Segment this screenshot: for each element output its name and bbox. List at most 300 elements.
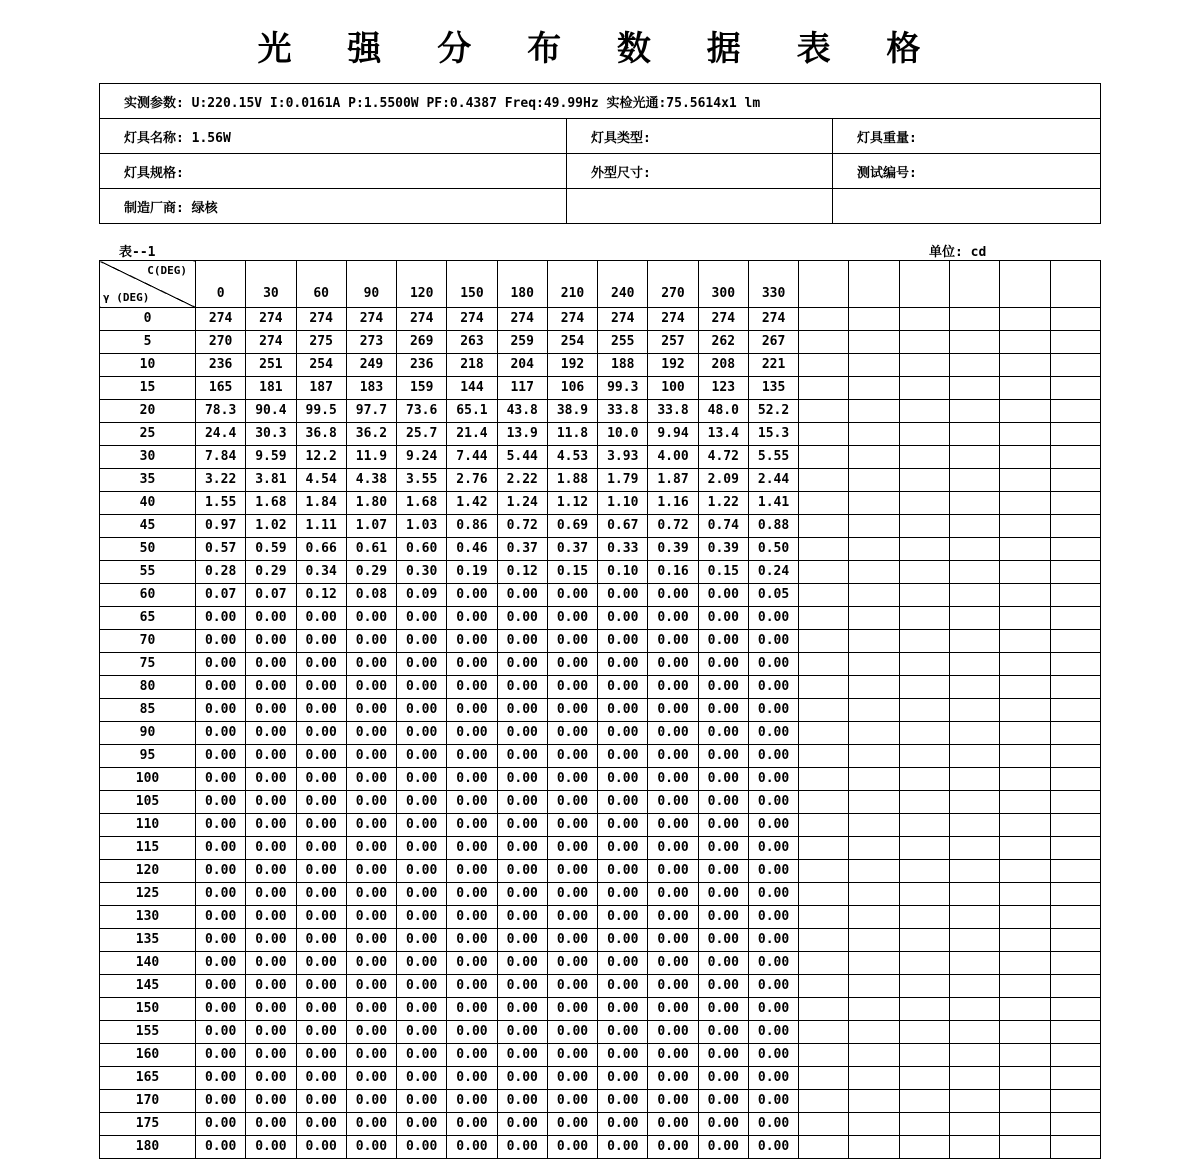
- empty-cell: [1000, 952, 1050, 975]
- intensity-cell: 73.6: [397, 400, 447, 423]
- empty-cell: [1050, 745, 1100, 768]
- intensity-cell: 274: [698, 308, 748, 331]
- intensity-cell: 0.00: [497, 699, 547, 722]
- intensity-cell: 270: [196, 331, 246, 354]
- table-row: [100, 607, 1101, 630]
- intensity-cell: 25.7: [397, 423, 447, 446]
- empty-cell: [899, 676, 949, 699]
- empty-cell: [899, 883, 949, 906]
- intensity-cell: 0.00: [397, 791, 447, 814]
- empty-cell: [1000, 745, 1050, 768]
- intensity-cell: 0.00: [698, 653, 748, 676]
- empty-cell: [849, 814, 899, 837]
- intensity-cell: 0.00: [196, 837, 246, 860]
- gamma-angle-cell: 105: [100, 791, 196, 814]
- intensity-cell: 0.00: [397, 607, 447, 630]
- intensity-cell: 0.00: [547, 1090, 597, 1113]
- intensity-cell: 1.41: [748, 492, 798, 515]
- table-row: [100, 423, 1101, 446]
- gamma-angle-cell: 175: [100, 1113, 196, 1136]
- intensity-cell: 36.2: [346, 423, 396, 446]
- empty-cell: [1000, 331, 1050, 354]
- intensity-cell: 0.00: [196, 1044, 246, 1067]
- empty-cell: [1050, 607, 1100, 630]
- intensity-cell: 0.28: [196, 561, 246, 584]
- intensity-cell: 3.55: [397, 469, 447, 492]
- intensity-cell: 0.00: [497, 584, 547, 607]
- manufacturer: 制造厂商: 绿核: [100, 189, 567, 224]
- info-row-measured: [100, 84, 1101, 119]
- empty-cell: [1050, 423, 1100, 446]
- intensity-cell: 0.00: [748, 1021, 798, 1044]
- intensity-cell: 0.00: [296, 975, 346, 998]
- empty-cell: [849, 515, 899, 538]
- intensity-cell: 0.00: [497, 722, 547, 745]
- intensity-cell: 1.42: [447, 492, 497, 515]
- empty-cell: [799, 1113, 849, 1136]
- empty-cell: [849, 561, 899, 584]
- c-angle-header: [799, 261, 849, 308]
- empty-cell: [899, 1136, 949, 1159]
- gamma-angle-label: γ (DEG): [103, 291, 150, 304]
- intensity-cell: 0.69: [547, 515, 597, 538]
- intensity-cell: 90.4: [246, 400, 296, 423]
- intensity-cell: 0.00: [397, 1136, 447, 1159]
- empty-cell: [849, 1090, 899, 1113]
- empty-cell: [899, 768, 949, 791]
- empty-cell: [899, 745, 949, 768]
- intensity-cell: 0.00: [497, 1113, 547, 1136]
- c-angle-header: [849, 261, 899, 308]
- intensity-cell: 259: [497, 331, 547, 354]
- intensity-cell: 0.00: [698, 630, 748, 653]
- intensity-cell: 0.66: [296, 538, 346, 561]
- empty-cell: [949, 1113, 999, 1136]
- intensity-cell: 0.00: [296, 745, 346, 768]
- empty-cell: [849, 998, 899, 1021]
- empty-cell: [949, 630, 999, 653]
- empty-cell: [799, 538, 849, 561]
- empty-cell: [949, 308, 999, 331]
- intensity-cell: 0.00: [748, 653, 798, 676]
- intensity-cell: 0.00: [698, 676, 748, 699]
- gamma-angle-cell: 150: [100, 998, 196, 1021]
- intensity-cell: 2.09: [698, 469, 748, 492]
- intensity-cell: 0.00: [648, 607, 698, 630]
- intensity-cell: 0.00: [196, 998, 246, 1021]
- intensity-cell: 36.8: [296, 423, 346, 446]
- intensity-cell: 0.00: [648, 906, 698, 929]
- empty-cell: [1000, 492, 1050, 515]
- intensity-cell: 0.00: [346, 1067, 396, 1090]
- intensity-cell: 0.00: [246, 722, 296, 745]
- intensity-cell: 0.00: [598, 676, 648, 699]
- intensity-cell: 0.37: [497, 538, 547, 561]
- empty-cell: [1050, 837, 1100, 860]
- intensity-cell: 3.22: [196, 469, 246, 492]
- intensity-cell: 0.00: [698, 722, 748, 745]
- intensity-cell: 0.00: [547, 906, 597, 929]
- empty-cell: [849, 1044, 899, 1067]
- c-angle-header: 120: [397, 261, 447, 308]
- lamp-type: 灯具类型:: [567, 119, 833, 154]
- intensity-cell: 0.00: [346, 699, 396, 722]
- empty-cell: [799, 860, 849, 883]
- empty-cell: [899, 975, 949, 998]
- table-row: [100, 676, 1101, 699]
- intensity-cell: 0.00: [497, 745, 547, 768]
- empty-cell: [949, 906, 999, 929]
- intensity-cell: 0.00: [547, 998, 597, 1021]
- intensity-cell: 0.00: [497, 975, 547, 998]
- intensity-cell: 263: [447, 331, 497, 354]
- intensity-cell: 0.00: [196, 1136, 246, 1159]
- intensity-cell: 1.16: [648, 492, 698, 515]
- intensity-cell: 262: [698, 331, 748, 354]
- intensity-cell: 0.00: [698, 791, 748, 814]
- gamma-angle-cell: 65: [100, 607, 196, 630]
- intensity-cell: 274: [397, 308, 447, 331]
- empty-cell: [949, 1136, 999, 1159]
- table-row: [100, 1021, 1101, 1044]
- intensity-cell: 0.00: [196, 791, 246, 814]
- gamma-angle-cell: 155: [100, 1021, 196, 1044]
- intensity-cell: 0.00: [547, 952, 597, 975]
- intensity-cell: 0.00: [346, 998, 396, 1021]
- gamma-angle-cell: 55: [100, 561, 196, 584]
- intensity-cell: 0.00: [497, 883, 547, 906]
- empty-cell: [799, 906, 849, 929]
- c-angle-header: 30: [246, 261, 296, 308]
- intensity-cell: 0.59: [246, 538, 296, 561]
- intensity-cell: 0.00: [296, 699, 346, 722]
- intensity-cell: 0.00: [346, 1090, 396, 1113]
- empty-cell: [949, 1090, 999, 1113]
- intensity-cell: 1.22: [698, 492, 748, 515]
- table-row: [100, 906, 1101, 929]
- intensity-cell: 97.7: [346, 400, 396, 423]
- intensity-cell: 0.00: [397, 883, 447, 906]
- intensity-cell: 0.00: [497, 630, 547, 653]
- empty-cell: [1000, 653, 1050, 676]
- intensity-cell: 274: [648, 308, 698, 331]
- lamp-dimensions: 外型尺寸:: [567, 154, 833, 189]
- gamma-angle-cell: 145: [100, 975, 196, 998]
- intensity-cell: 0.00: [648, 975, 698, 998]
- intensity-cell: 0.00: [497, 837, 547, 860]
- empty-cell: [949, 1044, 999, 1067]
- empty-cell: [1000, 469, 1050, 492]
- intensity-cell: 0.00: [346, 1044, 396, 1067]
- intensity-cell: 0.00: [447, 860, 497, 883]
- intensity-cell: 0.00: [748, 722, 798, 745]
- empty-cell: [1050, 768, 1100, 791]
- intensity-cell: 0.46: [447, 538, 497, 561]
- empty-cell: [1050, 860, 1100, 883]
- empty-cell: [1000, 377, 1050, 400]
- intensity-cell: 15.3: [748, 423, 798, 446]
- intensity-cell: 0.00: [598, 975, 648, 998]
- intensity-cell: 0.00: [346, 837, 396, 860]
- intensity-cell: 274: [196, 308, 246, 331]
- intensity-cell: 0.00: [296, 837, 346, 860]
- intensity-cell: 0.00: [598, 745, 648, 768]
- empty-cell: [1050, 377, 1100, 400]
- intensity-cell: 254: [296, 354, 346, 377]
- intensity-cell: 0.00: [547, 837, 597, 860]
- intensity-cell: 2.44: [748, 469, 798, 492]
- empty-cell: [1050, 1044, 1100, 1067]
- intensity-cell: 0.34: [296, 561, 346, 584]
- intensity-cell: 0.00: [346, 883, 396, 906]
- gamma-angle-cell: 15: [100, 377, 196, 400]
- c-angle-header: [899, 261, 949, 308]
- intensity-cell: 275: [296, 331, 346, 354]
- intensity-cell: 0.00: [598, 929, 648, 952]
- empty-cell: [1050, 653, 1100, 676]
- empty-cell: [949, 676, 999, 699]
- intensity-cell: 30.3: [246, 423, 296, 446]
- intensity-cell: 0.00: [748, 791, 798, 814]
- empty-cell: [1050, 1136, 1100, 1159]
- intensity-cell: 0.00: [748, 1090, 798, 1113]
- intensity-cell: 10.0: [598, 423, 648, 446]
- intensity-cell: 0.00: [648, 952, 698, 975]
- intensity-cell: 0.00: [296, 1044, 346, 1067]
- empty-cell: [949, 561, 999, 584]
- gamma-angle-cell: 95: [100, 745, 196, 768]
- empty-cell: [799, 791, 849, 814]
- empty-cell: [949, 607, 999, 630]
- intensity-cell: 0.50: [748, 538, 798, 561]
- intensity-cell: 0.00: [346, 1113, 396, 1136]
- empty-cell: [1000, 676, 1050, 699]
- empty-cell: [799, 1067, 849, 1090]
- intensity-cell: 0.00: [296, 722, 346, 745]
- empty-cell: [899, 1090, 949, 1113]
- intensity-cell: 33.8: [648, 400, 698, 423]
- intensity-cell: 0.00: [447, 1113, 497, 1136]
- empty-cell: [1000, 837, 1050, 860]
- intensity-cell: 0.00: [598, 722, 648, 745]
- intensity-cell: 0.00: [296, 653, 346, 676]
- empty-cell: [1050, 975, 1100, 998]
- table-row: [100, 446, 1101, 469]
- empty-cell: [899, 929, 949, 952]
- intensity-cell: 0.00: [648, 745, 698, 768]
- empty-cell: [849, 584, 899, 607]
- c-angle-header: [949, 261, 999, 308]
- table-row: [100, 860, 1101, 883]
- intensity-cell: 0.12: [296, 584, 346, 607]
- empty-cell: [1050, 492, 1100, 515]
- table-row: [100, 837, 1101, 860]
- intensity-cell: 0.00: [547, 929, 597, 952]
- intensity-cell: 0.00: [598, 1113, 648, 1136]
- intensity-cell: 0.00: [598, 952, 648, 975]
- intensity-cell: 0.00: [698, 906, 748, 929]
- lamp-weight: 灯具重量:: [833, 119, 1101, 154]
- empty-cell: [899, 837, 949, 860]
- empty-cell: [949, 745, 999, 768]
- intensity-cell: 274: [748, 308, 798, 331]
- intensity-cell: 0.00: [196, 975, 246, 998]
- intensity-cell: 0.00: [648, 883, 698, 906]
- intensity-cell: 255: [598, 331, 648, 354]
- empty-cell: [1050, 722, 1100, 745]
- empty-cell: [1000, 699, 1050, 722]
- gamma-angle-cell: 120: [100, 860, 196, 883]
- empty-cell: [799, 492, 849, 515]
- intensity-cell: 0.00: [698, 607, 748, 630]
- intensity-cell: 24.4: [196, 423, 246, 446]
- intensity-cell: 0.00: [598, 653, 648, 676]
- intensity-cell: 0.00: [648, 630, 698, 653]
- intensity-cell: 0.00: [748, 1044, 798, 1067]
- intensity-cell: 0.00: [196, 630, 246, 653]
- intensity-cell: 0.00: [196, 676, 246, 699]
- intensity-cell: 0.00: [447, 630, 497, 653]
- intensity-cell: 0.00: [547, 630, 597, 653]
- intensity-cell: 0.00: [346, 860, 396, 883]
- intensity-cell: 0.00: [296, 1067, 346, 1090]
- lamp-spec: 灯具规格:: [100, 154, 567, 189]
- intensity-cell: 0.00: [748, 1067, 798, 1090]
- table-row: [100, 1136, 1101, 1159]
- intensity-cell: 0.00: [698, 1067, 748, 1090]
- intensity-cell: 274: [246, 308, 296, 331]
- intensity-cell: 165: [196, 377, 246, 400]
- c-angle-header: 0: [196, 261, 246, 308]
- empty-cell: [849, 354, 899, 377]
- measured-params: 实测参数: U:220.15V I:0.0161A P:1.5500W PF:0.4387 Freq:49.99Hz 实检光通:75.5614x1 lm: [100, 84, 1101, 119]
- gamma-angle-cell: 5: [100, 331, 196, 354]
- empty-cell: [799, 423, 849, 446]
- gamma-angle-cell: 140: [100, 952, 196, 975]
- table-label: 表--1: [119, 245, 156, 260]
- empty-cell: [949, 768, 999, 791]
- intensity-cell: 0.00: [196, 607, 246, 630]
- intensity-cell: 0.16: [648, 561, 698, 584]
- empty-cell: [799, 607, 849, 630]
- intensity-cell: 9.24: [397, 446, 447, 469]
- intensity-cell: 0.00: [598, 1021, 648, 1044]
- empty-cell: [799, 1021, 849, 1044]
- empty-cell: [1050, 929, 1100, 952]
- empty-cell: [1050, 400, 1100, 423]
- intensity-cell: 0.00: [447, 653, 497, 676]
- empty-cell: [799, 354, 849, 377]
- header-row: [100, 261, 1101, 308]
- intensity-cell: 0.00: [246, 676, 296, 699]
- empty-cell: [1000, 860, 1050, 883]
- intensity-cell: 0.00: [648, 860, 698, 883]
- intensity-cell: 38.9: [547, 400, 597, 423]
- intensity-cell: 0.00: [346, 607, 396, 630]
- gamma-angle-cell: 100: [100, 768, 196, 791]
- intensity-cell: 0.00: [547, 860, 597, 883]
- intensity-cell: 0.00: [397, 860, 447, 883]
- empty-cell: [949, 1021, 999, 1044]
- intensity-cell: 0.00: [196, 653, 246, 676]
- intensity-cell: 0.00: [648, 837, 698, 860]
- empty-cell: [1000, 998, 1050, 1021]
- empty-cell: [949, 929, 999, 952]
- empty-cell: [949, 860, 999, 883]
- table-row: [100, 883, 1101, 906]
- empty-cell: [799, 699, 849, 722]
- unit-label: 单位: cd: [929, 245, 987, 260]
- empty-cell: [1050, 998, 1100, 1021]
- intensity-cell: 0.00: [346, 676, 396, 699]
- intensity-cell: 0.00: [497, 1136, 547, 1159]
- empty-cell: [899, 377, 949, 400]
- intensity-cell: 2.22: [497, 469, 547, 492]
- intensity-cell: 188: [598, 354, 648, 377]
- empty-cell: [799, 952, 849, 975]
- intensity-cell: 99.3: [598, 377, 648, 400]
- table-row: [100, 952, 1101, 975]
- intensity-cell: 4.38: [346, 469, 396, 492]
- empty-cell: [1000, 354, 1050, 377]
- table-row: [100, 538, 1101, 561]
- intensity-cell: 0.00: [196, 1067, 246, 1090]
- intensity-cell: 0.00: [246, 1113, 296, 1136]
- intensity-cell: 0.00: [447, 1090, 497, 1113]
- intensity-cell: 0.67: [598, 515, 648, 538]
- intensity-cell: 0.00: [598, 630, 648, 653]
- empty-cell: [849, 722, 899, 745]
- table-row: [100, 469, 1101, 492]
- empty-cell: [949, 722, 999, 745]
- intensity-cell: 208: [698, 354, 748, 377]
- intensity-cell: 1.88: [547, 469, 597, 492]
- intensity-cell: 4.72: [698, 446, 748, 469]
- intensity-cell: 0.00: [547, 1021, 597, 1044]
- info-row-name: [100, 119, 1101, 154]
- intensity-cell: 0.00: [397, 653, 447, 676]
- empty-cell: [799, 883, 849, 906]
- intensity-cell: 0.00: [598, 906, 648, 929]
- intensity-cell: 13.9: [497, 423, 547, 446]
- intensity-cell: 0.00: [598, 584, 648, 607]
- intensity-cell: 0.07: [196, 584, 246, 607]
- intensity-cell: 0.00: [497, 814, 547, 837]
- empty-cell: [1000, 515, 1050, 538]
- intensity-cell: 0.29: [246, 561, 296, 584]
- intensity-cell: 0.00: [346, 952, 396, 975]
- test-number: 测试编号:: [833, 154, 1101, 189]
- table-row: [100, 354, 1101, 377]
- intensity-cell: 0.00: [547, 607, 597, 630]
- table-row: [100, 400, 1101, 423]
- intensity-cell: 0.00: [547, 699, 597, 722]
- empty-cell: [949, 377, 999, 400]
- intensity-cell: 0.00: [447, 1021, 497, 1044]
- intensity-cell: 0.00: [346, 630, 396, 653]
- empty-cell: [799, 998, 849, 1021]
- intensity-cell: 0.08: [346, 584, 396, 607]
- intensity-cell: 0.09: [397, 584, 447, 607]
- empty-cell: [849, 699, 899, 722]
- gamma-angle-cell: 115: [100, 837, 196, 860]
- intensity-cell: 0.00: [547, 676, 597, 699]
- c-angle-header: [1050, 261, 1100, 308]
- intensity-cell: 0.00: [447, 584, 497, 607]
- empty-cell: [1050, 814, 1100, 837]
- intensity-cell: 0.00: [648, 1021, 698, 1044]
- table-row: [100, 929, 1101, 952]
